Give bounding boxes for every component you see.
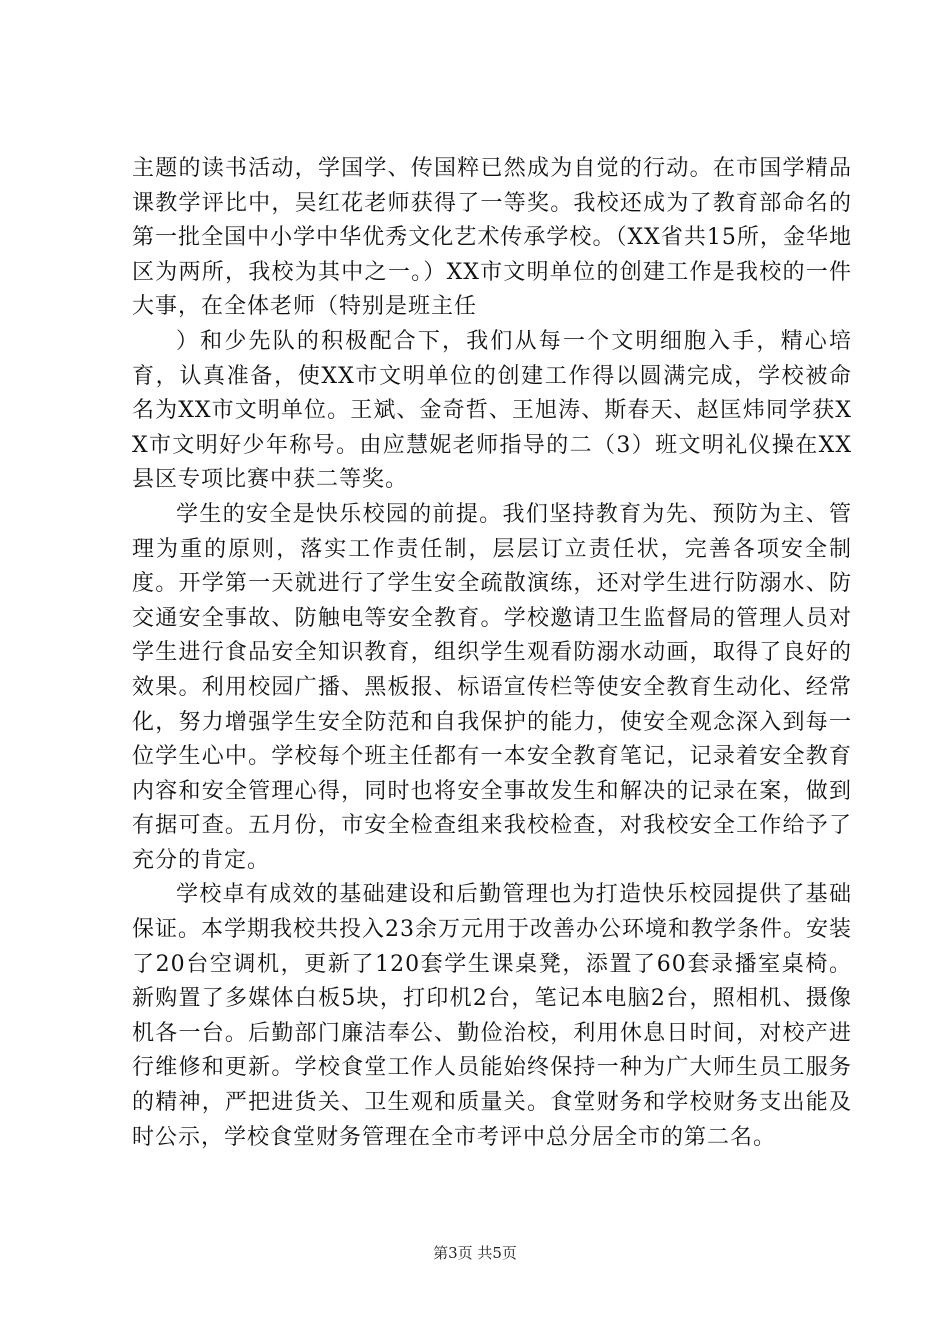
paragraph-safety: 学生的安全是快乐校园的前提。我们坚持教育为先、预防为主、管理为重的原则，落实工作责任制，层层订立责任状，完善各项安全制度。开学第一天就进行了学生安全疏散演练，还对学生进行防溺水、防交通安全事故、防触电等安全教育。学校邀请卫生监督局的管理人员对学生进行食品安全知识教育，组织学生观看防溺水动画，取得了良好的效果。利用校园广播、黑板报、标语宣传栏等使安全教育生动化、经常化，努力增强学生安全防范和自我保护的能力，使安全观念深入到每一位学生心中。学校每个班主任都有一本安全教育笔记，记录着安全教育内容和安全管理心得，同时也将安全事故发生和解决的记录在案，做到有据可查。五月份，市安全检查组来我校检查，对我校安全工作给予了充分的肯定。 [132, 501, 852, 873]
document-body [132, 152, 852, 1155]
paragraph-infrastructure: 学校卓有成效的基础建设和后勤管理也为打造快乐校园提供了基础保证。本学期我校共投入23余万元用于改善办公环境和教学条件。安装了20台空调机，更新了120套学生课桌凳，添置了60套录播室桌椅。新购置了多媒体白板5块，打印机2台，笔记本电脑2台，照相机、摄像机各一台。后勤部门廉洁奉公、勤俭治校，利用休息日时间，对校产进行维修和更新。学校食堂工作人员能始终保持一种为广大师生员工服务的精神，严把进货关、卫生观和质量关。食堂财务和学校财务支出能及时公示，学校食堂财务管理在全市考评中总分居全市的第二名。 [132, 882, 852, 1150]
page-number-footer: 第3页 共5页 [433, 1244, 517, 1262]
paragraph-civilization-unit: ）和少先队的积极配合下，我们从每一个文明细胞入手，精心培育，认真准备，使XX市文明单位的创建工作得以圆满完成，学校被命名为XX市文明单位。王斌、金奇哲、王旭涛、斯春天、赵匡炜同学获XX市文明好少年称号。由应慧妮老师指导的二（3）班文明礼仪操在XX县区专项比赛中获二等奖。 [132, 328, 852, 493]
paragraph-reading-activities: 主题的读书活动，学国学、传国粹已然成为自觉的行动。在市国学精品课教学评比中，吴红花老师获得了一等奖。我校还成为了教育部命名的第一批全国中小学中华优秀文化艺术传承学校。（XX省共15所，金华地区为两所，我校为其中之一。）XX市文明单位的创建工作是我校的一件大事，在全体老师（特别是班主任 [132, 156, 852, 320]
